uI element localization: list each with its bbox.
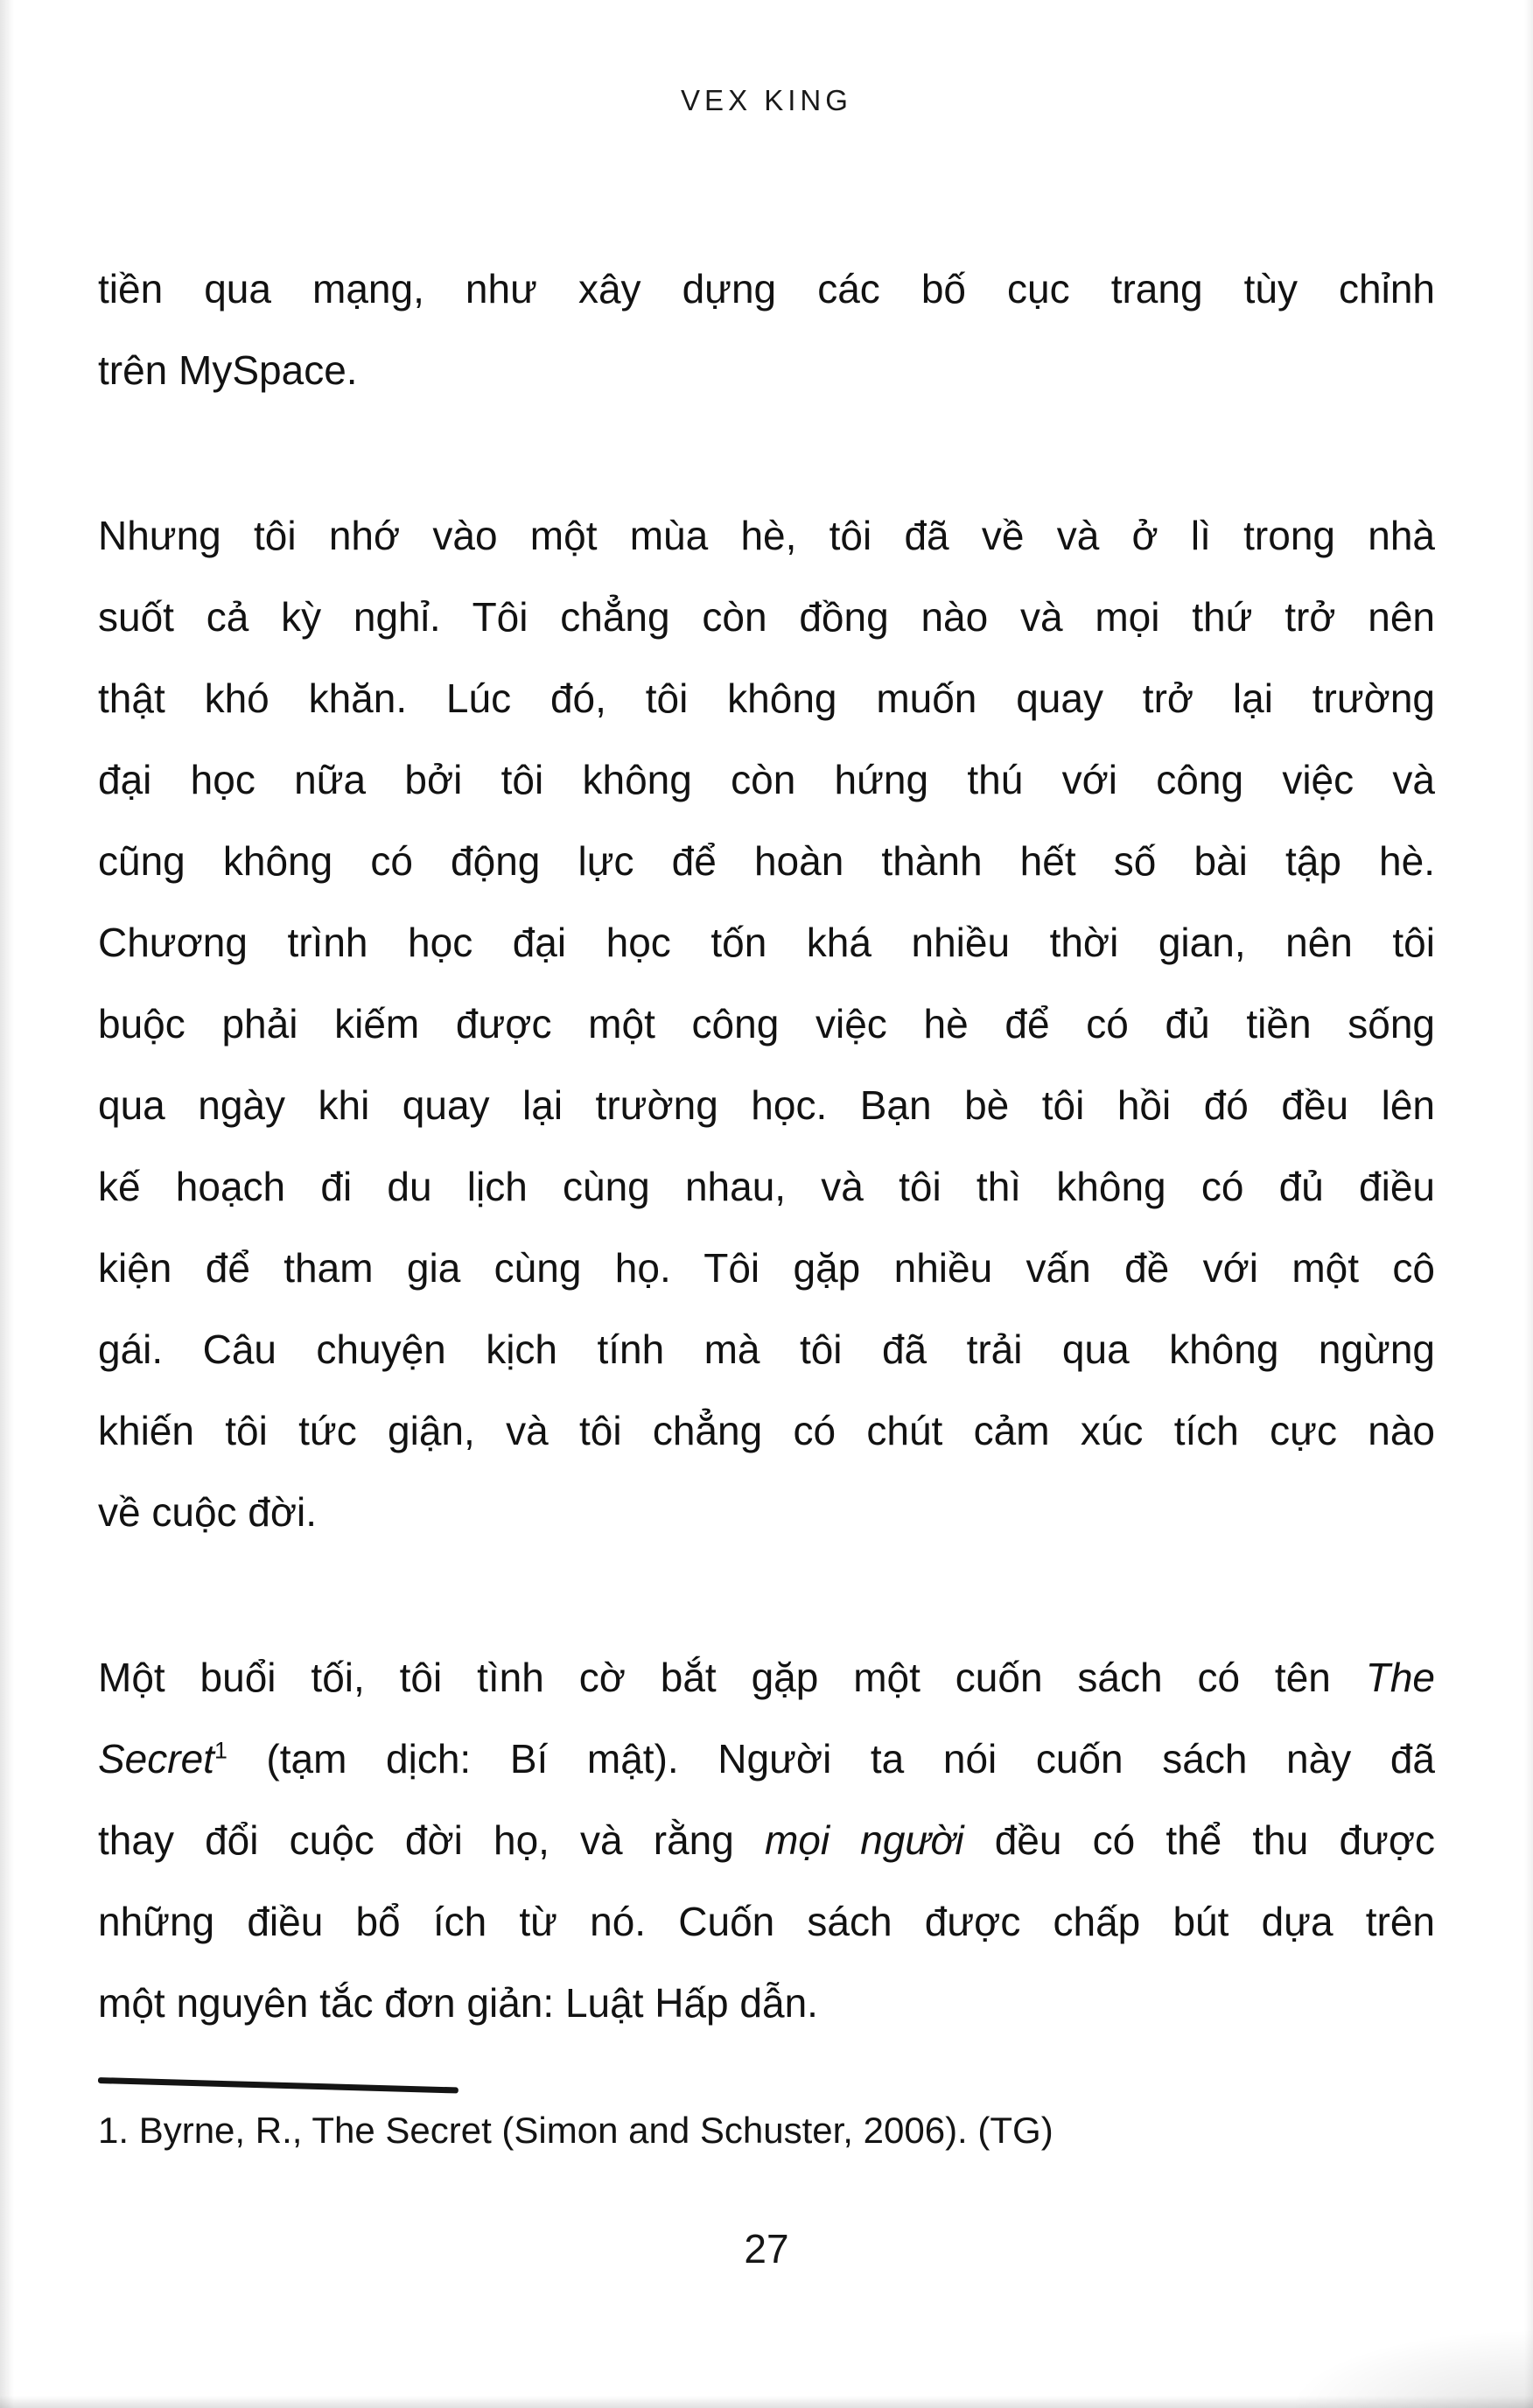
- scan-corner-bottom-right: [1288, 2329, 1533, 2408]
- scan-edge-right: [1524, 0, 1533, 2408]
- text-line: [98, 1800, 1435, 1881]
- text-segment: Chương trình học đại học tốn khá nhiều thời gian, nên tôi: [98, 920, 1435, 965]
- italic-text: mọi người: [764, 1817, 964, 1863]
- text-line: [98, 1963, 1435, 2044]
- text-line: [98, 821, 1435, 902]
- text-segment: kế hoạch đi du lịch cùng nhau, và tôi thì không có đủ điều: [98, 1164, 1435, 1209]
- text-segment: Một buổi tối, tôi tình cờ bắt gặp một cuốn sách có tên: [98, 1655, 1366, 1700]
- text-segment: buộc phải kiếm được một công việc hè để có đủ tiền sống: [98, 1001, 1435, 1046]
- text-line: [98, 1390, 1435, 1472]
- text-line: [98, 1718, 1435, 1800]
- body-paragraphs: [98, 248, 1435, 2044]
- text-line: [98, 495, 1435, 577]
- text-line: [98, 248, 1435, 330]
- text-line: [98, 658, 1435, 739]
- text-line: [98, 1065, 1435, 1146]
- text-segment: tiền qua mạng, như xây dựng các bố cục trang tùy chỉnh: [98, 266, 1435, 312]
- text-line: [98, 984, 1435, 1065]
- footnote-separator: [98, 2077, 458, 2094]
- text-line: [98, 1228, 1435, 1309]
- text-segment: một nguyên tắc đơn giản: Luật Hấp dẫn.: [98, 1980, 818, 2026]
- text-segment: qua ngày khi quay lại trường học. Bạn bè tôi hồi đó đều lên: [98, 1082, 1435, 1128]
- text-segment: cũng không có động lực để hoàn thành hết số bài tập hè.: [98, 838, 1435, 884]
- running-head: VEX KING: [681, 84, 852, 116]
- text-segment: những điều bổ ích từ nó. Cuốn sách được chấp bút dựa trên: [98, 1899, 1435, 1944]
- text-segment: đều có thể thu được: [963, 1817, 1436, 1863]
- text-segment: khiến tôi tức giận, và tôi chẳng có chút cảm xúc tích cực nào: [98, 1408, 1435, 1453]
- paragraph: [98, 495, 1435, 1553]
- footnote-marker: 1: [214, 1737, 228, 1764]
- text-segment: đại học nữa bởi tôi không còn hứng thú với công việc và: [98, 757, 1435, 802]
- text-line: [98, 902, 1435, 984]
- footnote-text: 1. Byrne, R., The Secret (Simon and Schuster, 2006). (TG): [98, 2110, 1054, 2151]
- paragraph: [98, 1637, 1435, 2044]
- text-segment: về cuộc đời.: [98, 1489, 318, 1535]
- text-segment: trên MySpace.: [98, 347, 358, 393]
- text-line: [98, 1146, 1435, 1228]
- text-segment: suốt cả kỳ nghỉ. Tôi chẳng còn đồng nào và mọi thứ trở nên: [98, 594, 1435, 640]
- italic-text: Secret: [98, 1736, 214, 1782]
- text-line: [98, 577, 1435, 658]
- text-line: [98, 1881, 1435, 1963]
- text-segment: kiện để tham gia cùng họ. Tôi gặp nhiều vấn đề với một cô: [98, 1245, 1435, 1291]
- text-line: [98, 330, 1435, 411]
- text-segment: thay đổi cuộc đời họ, và rằng: [98, 1817, 765, 1863]
- text-line: [98, 739, 1435, 821]
- text-segment: gái. Câu chuyện kịch tính mà tôi đã trải qua không ngừng: [98, 1326, 1435, 1372]
- text-segment: thật khó khăn. Lúc đó, tôi không muốn quay trở lại trường: [98, 676, 1435, 721]
- text-segment: (tạm dịch: Bí mật). Người ta nói cuốn sách này đã: [227, 1736, 1435, 1782]
- text-line: [98, 1309, 1435, 1390]
- text-line: [98, 1472, 1435, 1553]
- text-segment: Nhưng tôi nhớ vào một mùa hè, tôi đã về và ở lì trong nhà: [98, 513, 1435, 558]
- page-number: 27: [744, 2226, 789, 2272]
- scan-edge-left: [0, 0, 14, 2408]
- italic-text: The: [1365, 1655, 1435, 1700]
- text-line: [98, 1637, 1435, 1718]
- paragraph: [98, 248, 1435, 411]
